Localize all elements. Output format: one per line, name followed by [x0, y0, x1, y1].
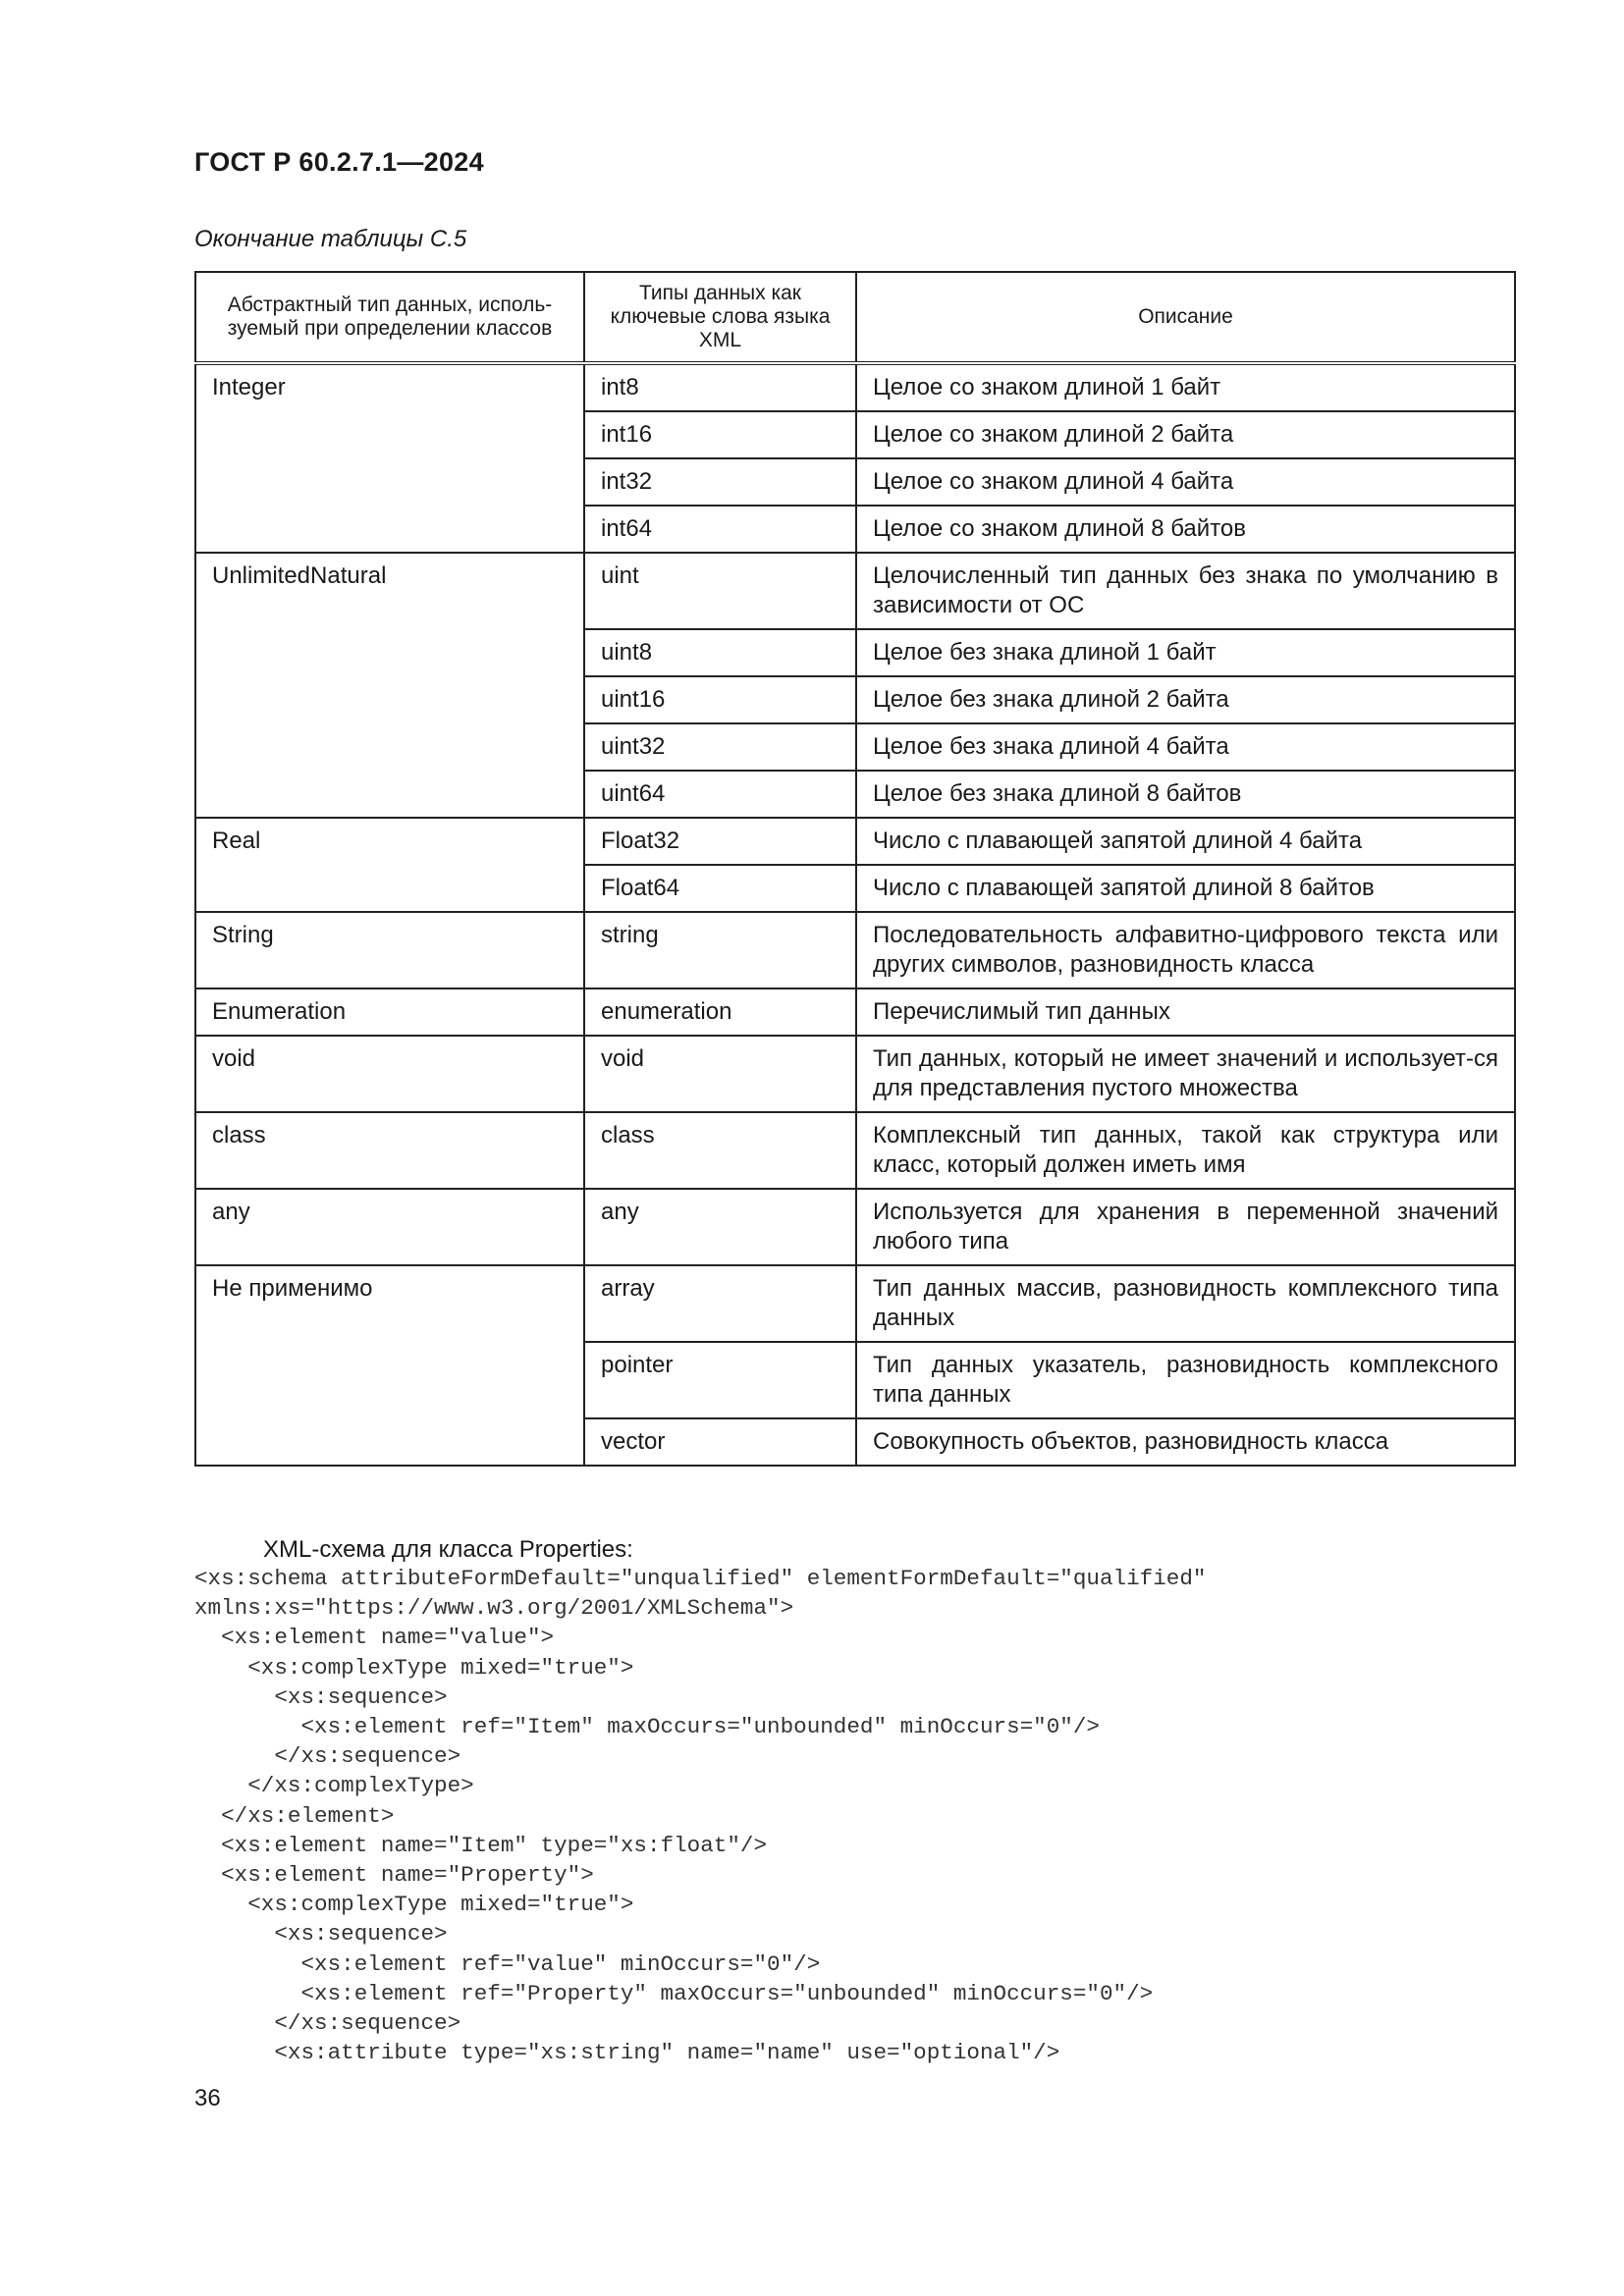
standard-designation: ГОСТ Р 60.2.7.1—2024 [194, 147, 484, 177]
code-line: <xs:element name="Item" type="xs:float"/> [194, 1832, 768, 1858]
code-line: </xs:element> [194, 1802, 395, 1829]
description-cell: Тип данных массив, разновидность комплексного типа данных [856, 1265, 1515, 1342]
code-line: <xs:element name="value"> [194, 1625, 555, 1651]
description-cell: Целочисленный тип данных без знака по умолчанию в зависимости от ОС [856, 553, 1515, 629]
xml-keyword-cell: int64 [584, 506, 856, 553]
abstract-type-cell: UnlimitedNatural [195, 553, 584, 818]
abstract-type-cell: Real [195, 818, 584, 912]
code-line: <xs:element ref="Property" maxOccurs="unbounded" minOccurs="0"/> [194, 1980, 1154, 2006]
description-cell: Перечислимый тип данных [856, 988, 1515, 1036]
description-cell: Целое без знака длиной 4 байта [856, 723, 1515, 771]
table-caption: Окончание таблицы С.5 [194, 226, 467, 252]
code-line: </xs:sequence> [194, 2010, 461, 2037]
column-header-xml-keyword: Типы данных как ключевые слова языка XML [584, 272, 856, 363]
code-line: <xs:complexType mixed="true"> [194, 1654, 634, 1681]
xml-keyword-cell: array [584, 1265, 856, 1342]
description-cell: Целое без знака длиной 1 байт [856, 629, 1515, 676]
xml-keyword-cell: uint [584, 553, 856, 629]
description-cell: Тип данных, который не имеет значений и использует-ся для представления пустого множества [856, 1036, 1515, 1112]
abstract-type-cell: Не применимо [195, 1265, 584, 1466]
description-cell: Число с плавающей запятой длиной 8 байтов [856, 865, 1515, 912]
data-types-table [194, 271, 1516, 1467]
abstract-type-cell: void [195, 1036, 584, 1112]
xml-keyword-cell: int32 [584, 458, 856, 506]
code-line: <xs:element name="Property"> [194, 1862, 594, 1889]
xml-keyword-cell: enumeration [584, 988, 856, 1036]
description-cell: Целое со знаком длиной 1 байт [856, 363, 1515, 411]
table-header-row [195, 272, 1515, 363]
abstract-type-cell: Enumeration [195, 988, 584, 1036]
description-cell: Комплексный тип данных, такой как структура или класс, который должен иметь имя [856, 1112, 1515, 1189]
description-cell: Тип данных указатель, разновидность комплексного типа данных [856, 1342, 1515, 1418]
abstract-type-cell: Integer [195, 363, 584, 553]
code-line: <xs:element ref="value" minOccurs="0"/> [194, 1950, 821, 1977]
xml-keyword-cell: Float32 [584, 818, 856, 865]
column-header-abstract-type: Абстрактный тип данных, исполь- зуемый при определении классов [195, 272, 584, 363]
code-line: <xs:element ref="Item" maxOccurs="unbounded" minOccurs="0"/> [194, 1714, 1100, 1740]
code-line: <xs:sequence> [194, 1921, 448, 1948]
abstract-type-cell: String [195, 912, 584, 988]
code-line: <xs:schema attributeFormDefault="unqualified" elementFormDefault="qualified" [194, 1566, 1207, 1591]
description-cell: Целое без знака длиной 2 байта [856, 676, 1515, 723]
description-cell: Число с плавающей запятой длиной 4 байта [856, 818, 1515, 865]
table-row [195, 912, 1515, 988]
table-row [195, 1189, 1515, 1265]
xml-schema-intro: XML-схема для класса Properties: [263, 1536, 633, 1563]
xml-keyword-cell: Float64 [584, 865, 856, 912]
xml-keyword-cell: class [584, 1112, 856, 1189]
xml-keyword-cell: int8 [584, 363, 856, 411]
code-line: </xs:sequence> [194, 1743, 461, 1770]
table-row [195, 818, 1515, 865]
table-body [195, 363, 1515, 1466]
table-row [195, 363, 1515, 411]
page-number: 36 [194, 2085, 221, 2111]
xml-keyword-cell: uint64 [584, 771, 856, 818]
description-cell: Целое со знаком длиной 2 байта [856, 411, 1515, 458]
xml-keyword-cell: string [584, 912, 856, 988]
code-line: </xs:complexType> [194, 1773, 474, 1799]
xml-keyword-cell: uint16 [584, 676, 856, 723]
abstract-type-cell: any [195, 1189, 584, 1265]
table-row [195, 553, 1515, 629]
description-cell: Целое без знака длиной 8 байтов [856, 771, 1515, 818]
code-line: xmlns:xs="https://www.w3.org/2001/XMLSchema"> [194, 1595, 794, 1622]
description-cell: Целое со знаком длиной 4 байта [856, 458, 1515, 506]
table-row [195, 1036, 1515, 1112]
xml-keyword-cell: uint32 [584, 723, 856, 771]
code-line: <xs:attribute type="xs:string" name="name" use="optional"/> [194, 2040, 1060, 2066]
xml-keyword-cell: any [584, 1189, 856, 1265]
description-cell: Целое со знаком длиной 8 байтов [856, 506, 1515, 553]
code-line: <xs:sequence> [194, 1683, 448, 1710]
description-cell: Используется для хранения в переменной значений любого типа [856, 1189, 1515, 1265]
xml-keyword-cell: pointer [584, 1342, 856, 1418]
xml-keyword-cell: uint8 [584, 629, 856, 676]
code-line: <xs:complexType mixed="true"> [194, 1892, 634, 1918]
xml-keyword-cell: void [584, 1036, 856, 1112]
table-row [195, 1265, 1515, 1342]
table-row [195, 1112, 1515, 1189]
column-header-description: Описание [856, 272, 1515, 363]
xml-keyword-cell: int16 [584, 411, 856, 458]
xml-keyword-cell: vector [584, 1418, 856, 1466]
table-row [195, 988, 1515, 1036]
xml-schema-code [194, 1564, 1206, 2067]
description-cell: Последовательность алфавитно-цифрового текста или других символов, разновидность класса [856, 912, 1515, 988]
abstract-type-cell: class [195, 1112, 584, 1189]
description-cell: Совокупность объектов, разновидность класса [856, 1418, 1515, 1466]
